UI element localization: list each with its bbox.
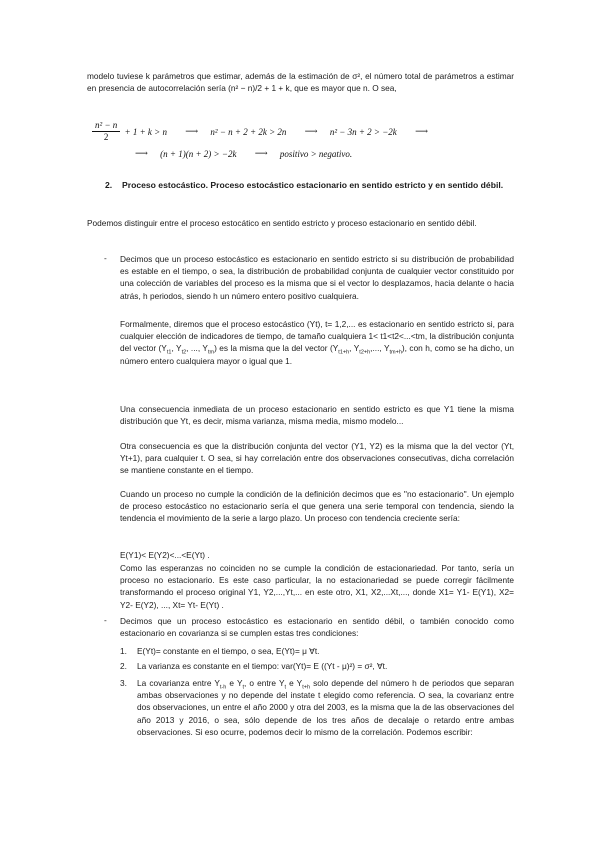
arrow-icon: ⟶ — [185, 126, 199, 136]
fraction-numerator: n² − n — [92, 120, 120, 132]
arrow-icon: ⟶ — [254, 148, 268, 159]
arrow-icon: ⟶ — [135, 148, 148, 159]
condition-text: La varianza es constante en el tiempo: var(Yt)= E ((Yt - μ)²) = σ², ∀t. — [137, 661, 388, 671]
bullet-marker: - — [104, 615, 107, 625]
condition-item — [120, 660, 514, 672]
arrow-icon: ⟶ — [415, 126, 428, 136]
weak-definition: Decimos que un proceso estocástico es estacionario en sentido débil, o también conocido como estacionario en covarianza si se cumplen estas tres condiciones: — [120, 616, 514, 639]
inequality-a: + 1 + k > n — [124, 126, 167, 137]
strict-consequence-2: Otra consecuencia es que la distribución conjunta del vector (Y1, Y2) es la misma que la del vector (Yt, Yt+1), para cualquier t. O sea, si hay correlación entre dos observaciones consecutivas, dicha correlación se mantiene constante en el tiempo. — [120, 441, 514, 476]
inequality-e: positivo > negativo. — [279, 148, 353, 159]
intro-paragraph: modelo tuviese k parámetros que estimar, además de la estimación de σ², el número total de parámetros a estimar en presencia de autocorrelación sería (n² − n)/2 + 1 + k, que es mayor que n. O sea, — [87, 71, 514, 94]
condition-number: 2. — [120, 661, 127, 671]
non-stationary-paragraph: Cuando un proceso no cumple la condición de la definición decimos que es ''no estacionario''. Un ejemplo de proceso estocástico no estacionario sería el que genera una serie temporal con tendencia, siendo la tendencia el movimiento de la serie a largo plazo. Un proceso con tendencia creciente sería: — [120, 489, 514, 524]
inequality-c: n² − 3n + 2 > −2k — [329, 126, 397, 137]
section-heading — [105, 179, 515, 191]
bullet-marker: - — [104, 253, 107, 263]
equation-line-2 — [125, 148, 358, 159]
transformation-paragraph: Como las esperanzas no coinciden no se cumple la condición de estacionariedad. Por tanto, sería un proceso no estacionario. Es este caso particular, la no estacionariedad se puede corregir fácilmente transformando el proceso original Y1, Y2,...,Yt,... en este otro, X1, X2,...Xt,..., donde X1= Y1- E(Y1), X2= Y2- E(Y2), ..., Xt= Yt- E(Yt) . — [120, 563, 514, 610]
section-title: Proceso estocástico. Proceso estocástico estacionario en sentido estricto y en sentido débil. — [122, 180, 504, 190]
strict-consequence-1: Una consecuencia inmediata de un proceso estacionario en sentido estricto es que Y1 tiene la misma distribución que Yt, es decir, misma varianza, misma media, mismo modelo... — [120, 404, 514, 427]
strict-formal-definition: Formalmente, diremos que el proceso estocástico (Yt), t= 1,2,... es estacionario en sentido estricto si, para cualquier elección de indicadores de tiempo, de tamaño cualquiera 1< t1<t2<...<tm, la distribución conjunta del vector ($Y_{t1}$, $Y_{t2}$, ..., $Y_{tm}$) es la misma que la del vector ($Y_{t1+h}$, $Y_{t2+h}$,..., $Y_{tm+h}$), con h, como se ha dicho, un número entero cualquiera mayor o igual que 1. — [120, 319, 515, 366]
condition-text: E(Yt)= constante en el tiempo, o sea, E(Yt)= μ ∀t. — [137, 646, 320, 656]
expectation-inequality: E(Y1)< E(Y2)<...<E(Yt) . — [120, 550, 210, 560]
equation-line-1 — [92, 120, 438, 143]
condition-item — [120, 677, 514, 738]
fraction-denominator: 2 — [103, 132, 109, 142]
condition-text: La covarianza entre $Y_{t-h}$ e $Y_t$, o entre $Y_t$ e $Y_{t+h}$ solo depende del número h de periodos que separan ambas observaciones y no depende del instate t elegido como referencia. O sea, la covarianz entre dos observaciones, un entre el año 2000 y otra del 2003, es la misma que la de las observaciones del año 2013 y 2016, o sea, sólo depende de los tres años de decalaje o retardo entre ambas observaciones. Si eso ocurre, podemos decir lo mismo de la correlación. Podemos escribir: — [137, 678, 515, 737]
arrow-icon: ⟶ — [304, 126, 318, 136]
condition-number: 3. — [120, 678, 127, 688]
inequality-b: n² − n + 2 + 2k > 2n — [210, 126, 287, 137]
inequality-d: (n + 1)(n + 2) > −2k — [160, 148, 237, 159]
condition-number: 1. — [120, 646, 127, 656]
condition-item — [120, 645, 514, 657]
strict-definition: Decimos que un proceso estocástico es estacionario en sentido estricto si su distribución de probabilidad es estable en el tiempo, o sea, la distribución de probabilidad conjunta de cualquier vector constituido por una colección de variables del proceso es la misma que si el vector lo desplazamos, hacia delante o hacia atrás, h periodos, siendo h un número entero positivo cualquiera. — [120, 254, 514, 301]
distinguish-paragraph: Podemos distinguir entre el proceso estocático en sentido estricto y proceso estacionario en sentido débil. — [87, 218, 477, 228]
section-number: 2. — [105, 180, 113, 190]
fraction — [92, 120, 120, 143]
